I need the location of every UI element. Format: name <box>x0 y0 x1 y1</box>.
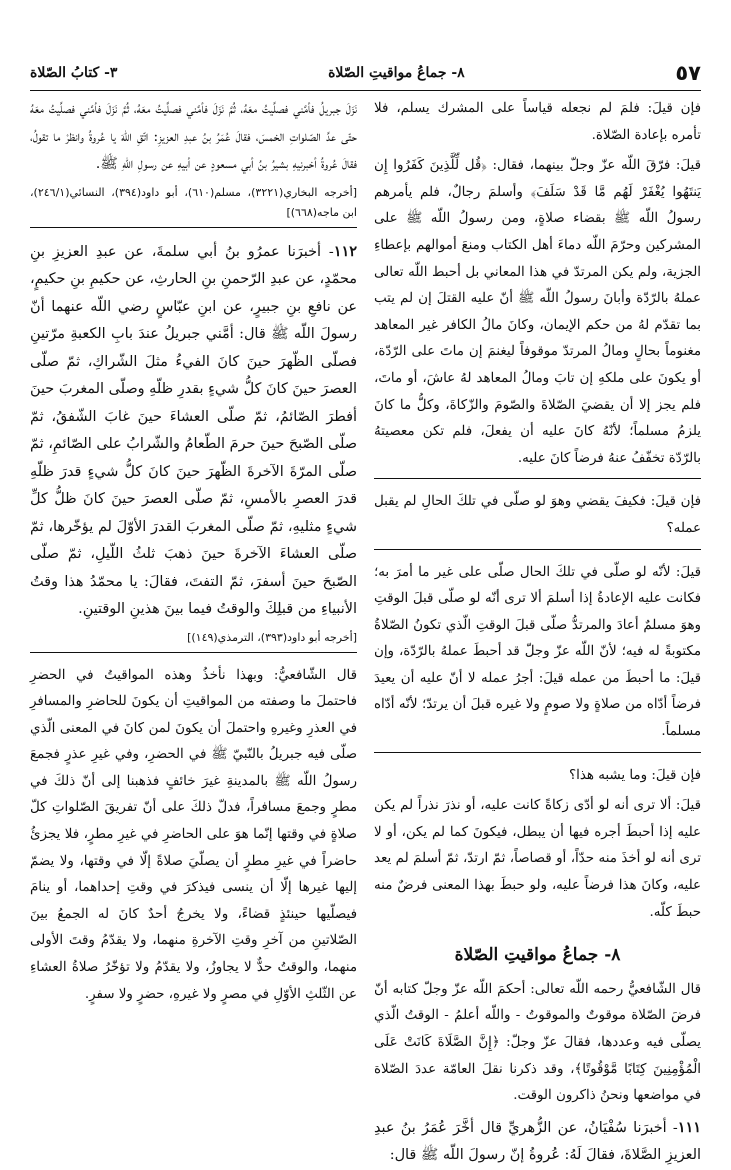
paragraph: قال الشّافعيُّ رحمه اللّه تعالى: أحكمَ اللّه عزّ وجلّ كتابه أنّ فرضَ الصّلاة موقوتٌ والموقوتُ - واللّه أعلمُ - الوقتُ الّذي يصلّى فيه وعددها، فقالَ عزّ وجلّ: ﴿إِنَّ الصَّلَاةَ كَانَتْ عَلَى الْمُؤْمِنِينَ كِتَابًا مَّوْقُوتًا﴾، وقد ذكرنا نقلَ العامّة عددَ الصّلاة في مواضعها ونحنُ ذاكرون الوقت. <box>374 981 701 1104</box>
hadith-111 <box>374 1114 701 1170</box>
divider <box>374 549 701 550</box>
header-rule <box>30 90 701 91</box>
divider <box>374 478 701 479</box>
left-column <box>30 96 357 1098</box>
paragraph: قيلَ: ألا ترى أنه لو أدّى زكاةً كانت عليه، أو نذرَ نذراً لم يكن عليه إذا أحبطَ أجره فيها أن يبطل، فيكونَ كما لم يكن، أو لا ترى أنه لو أخذَ منه حدّاً، أو قصاصاً، ثمّ ارتدّ، ثمّ أسلمَ لم يعد عليه، وكانَ هذا فرضاً عليه، ولو حبطَ بهذا المعنى فرضٌ منه حبطَ كلّه. <box>374 798 701 920</box>
hadith-continuation: نَزَلَ جبريلُ فأمَّني فصلَّيتُ معَهُ، ثُمَّ نَزَلَ فأمَّني فصلَّيتُ معَهُ، ثُمَّ نَزَلَ فأمَّني فصلَّيتُ معَهُ حتّى عدَّ الصّلواتِ الخمسَ، فقالَ عُمَرُ بنُ عبدِ العزيزِ: اتّقِ اللّهَ يا عُروةُ وانظرْ ما تقولُ، فقالَ عُروةُ أخبرنيهِ بشيرُ بنُ أبي مسعودٍ عن أبيهِ عن رسولِ اللّهِ ﷺ. <box>30 101 357 172</box>
chapter-title: ٨- جماعُ مواقيتِ الصّلاة <box>328 65 465 81</box>
hadith-text: - أخبرَنا سُفْيَانُ، عن الزُّهريِّ قال أخَّرَ عُمَرُ بنُ عبدِ العزيزِ الصَّلاةَ، فقالَ لَهُ: عُروةُ إنّ رسولَ اللّه ﷺ قال: <box>374 1119 701 1164</box>
paragraph: قيلَ: لأنّه لو صلّى في تلكَ الحال صلّى على غير ما أمرَ به؛ فكانت عليه الإعادةُ إذا أسلمَ ألا ترى أنّه لو صلّى قبلَ الوقتِ وهوَ مسلمٌ أعادَ والمرتدُّ صلّى قبلَ الوقتِ الّذي تكونُ الصّلاةُ مكتوبةً له فيه؛ لأنّ اللّه عزّ وجلّ قد أحبطَ عملهُ بالرّدّة، وإن قيلَ: ما أحبطَ من عمله قيلَ: أجرُ عمله لا أنّ عليه أن يعيدَ فرضاً أدّاه من صلاةٍ ولا صومٍ ولا غيره قبلَ أن يرتدّ؛ لأنّه أدّاه مسلماً. <box>374 564 701 740</box>
paragraph: قال الشّافعيُّ: وبهذا نأخذُ وهذه المواقيتُ في الحضرِ فاحتملَ ما وصفته من المواقيتِ أن يكونَ للحاضرِ والمسافرِ في العذرِ وغيرهِ واحتملَ أن يكونَ لمن كانَ في المعنى الّذي صلّى فيه جبريلُ بالنّبيّ ﷺ في الحضرِ، وفي غيرِ عذرٍ فجمعَ رسولُ اللّه ﷺ بالمدينةِ غيرَ خائفٍ فذهبنا إلى أنّ ذلكَ في مطرٍ وجمعَ مسافراً، فدلّ ذلكَ على أنّ تفريقَ الصّلواتِ كلّ صلاةٍ في وقتها إنّما هوَ على الحاضرِ في غيرِ مطرٍ، فلا يجزئُ حاضراً في غيرِ مطرٍ أن يصلّيَ صلاةً إلّا في وقتها، ولا يضمّ إليها غيرها إلّا أن ينسى فيذكرَ في وقتِ إحداهما، أو ينامَ فيصلّيها حينئذٍ قضاءً، ولا يخرجُ أحدٌ كانَ له الجمعُ بينَ الصّلاتينِ من آخرِ وقتِ الآخرةِ منهما، ولا يقدّمُ وقتَ الأولى منهما، والوقتُ حدٌّ لا يجاوزُ، ولا يقدّمُ ولا تؤخّرُ صلاةُ العشاءِ عن الثّلثِ الأوّلِ في مصرٍ ولا غيرهِ، حضرٍ ولا سفرٍ. <box>30 667 357 1002</box>
running-header <box>30 58 701 88</box>
right-column <box>374 96 701 1164</box>
book-title: ٣- كتابُ الصّلاة <box>30 65 118 81</box>
text-columns <box>30 96 701 1164</box>
hadith-112 <box>30 238 357 624</box>
section-heading: ٨- جماعُ مواقيتِ الصّلاة <box>454 945 621 966</box>
hadith-number: ١١٢ <box>333 242 357 260</box>
page-number: ٥٧ <box>675 61 701 85</box>
divider <box>374 752 701 753</box>
paragraph: فإن قيلَ: فكيفَ يقضي وهوَ لو صلّى في تلكَ الحالِ لم يقبل عمله؟ <box>374 494 701 536</box>
paragraph: فإن قيلَ: فلمَ لم نجعله قياساً على المشرك يسلم، فلا تأمره بإعادة الصّلاة. <box>374 101 701 143</box>
paragraph: قيلَ: فرّقَ اللّه عزّ وجلّ بينهما، فقال: ﴿قُل لِّلَّذِينَ كَفَرُوا إِن يَنتَهُوا يُغْفَرْ لَهُم مَّا قَدْ سَلَفَ﴾ وأسلمَ رجالٌ، فلم يأمرهم رسولُ اللّه ﷺ بقضاء صلاةٍ، ومن رسولُ اللّه ﷺ على المشركين وحرّمَ اللّه دماءَ أهل الكتاب ومنعَ أموالهم بإعطاءِ الجزية، ولم يكن المرتدّ في هذا المعاني بل أحبط اللّه تعالى عملهُ بالرّدّة وأبانَ رسولُ اللّه ﷺ أنّ عليه القتلَ إن لم يتب بما تقدّم لهُ من حكم الإيمان، وكانَ مالُ الكافر غير المعاهد مغنوماً بحالٍ ومالُ المرتدّ موقوفاً ليغنمَ إن ماتَ على الرّدّة، أو يكونَ على ملكهِ إن تابَ ومالُ المعاهد لهُ عاشَ، أو ماتَ، فلم يجز إلا أن يقضيَ الصّلاةَ والصّومَ والزّكاةَ، وكلُّ ما كانَ يلزمُ مسلماً؛ لأنّهُ كانَ عليه أن يفعلَ، فلم تكن معصيتهُ بالرّدّة تخفّفُ عنهُ فرضاً كانَ عليه. <box>374 158 701 466</box>
hadith-number: ١١١ <box>677 1118 701 1136</box>
hadith-reference: [أخرجه البخاري(٣٢٢١)، مسلم(٦١٠)، أبو داود(٣٩٤)، النسائي(٢٤٦/١)، ابن ماجه(٦٦٨)] <box>30 183 357 228</box>
paragraph: فإن قيلَ: وما يشبه هذا؟ <box>569 767 701 783</box>
hadith-reference: [أخرجه أبو داود(٣٩٣)، الترمذي(١٤٩)] <box>30 628 357 653</box>
hadith-text: - أخبرَنا عمرُو بنُ أبي سلمةَ، عن عبدِ العزيزِ بنِ محمّدٍ، عن عبدِ الرّحمنِ بنِ الحارثِ، عن حكيمِ بنِ حكيمٍ، عن نافعِ بنِ جبيرٍ، عن ابنِ عبّاسٍ رضي اللّه عنهما أنّ رسولَ اللّه ﷺ قال: أمَّني جبريلُ عندَ بابِ الكعبةِ مرّتينِ فصلّى الظّهرَ حينَ كانَ الفيءُ مثلَ الشّراكِ، ثمّ صلّى العصرَ حينَ كانَ كلُّ شيءٍ بقدرِ ظلّهِ وصلّى المغربَ حينَ أفطرَ الصّائمُ، ثمّ صلّى العشاءَ حينَ غابَ الشّفقُ، ثمّ صلّى الصّبحَ حينَ حرمَ الطّعامُ والشّرابُ على الصّائمِ، ثمّ صلّى المرّةَ الآخرةَ الظّهرَ حينَ كانَ كلُّ شيءٍ قدرَ ظلّهِ قدرَ العصرِ بالأمسِ، ثمّ صلّى العصرَ حينَ كانَ ظلُّ كلِّ شيءٍ مثليهِ، ثمّ صلّى المغربَ القدرَ الأوّلَ لم يؤخّرها، ثمّ صلّى العشاءَ الآخرةَ حينَ ذهبَ ثلثُ اللّيلِ، ثمّ صلّى الصّبحَ حينَ أسفرَ، ثمّ التفتَ، فقالَ: يا محمّدُ هذا وقتُ الأنبياءِ من قبلِكَ والوقتُ فيما بينَ هذينِ الوقتينِ. <box>30 243 357 617</box>
